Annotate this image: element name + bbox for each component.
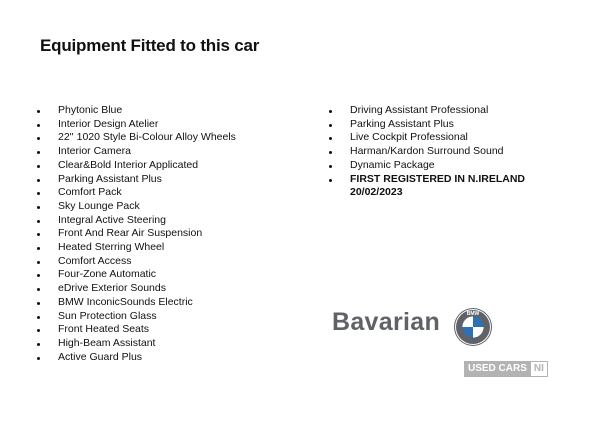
equipment-item xyxy=(36,310,286,324)
equipment-item-label: Parking Assistant Plus xyxy=(58,172,162,185)
bmw-logo-letters: BMW xyxy=(466,311,480,317)
equipment-item xyxy=(328,104,558,118)
equipment-item-label: FIRST REGISTERED IN N.IRELAND xyxy=(350,172,526,185)
bullet-icon xyxy=(37,233,40,236)
bullet-icon xyxy=(37,192,40,195)
equipment-item xyxy=(328,131,558,145)
equipment-item xyxy=(36,104,286,118)
equipment-item-label: Front And Rear Air Suspension xyxy=(58,227,203,240)
equipment-item xyxy=(36,131,286,145)
equipment-item-label: 22'' 1020 Style Bi-Colour Alloy Wheels xyxy=(58,131,236,144)
equipment-item-label: Phytonic Blue xyxy=(58,104,123,116)
registration-note xyxy=(328,173,558,187)
bullet-icon xyxy=(329,110,332,113)
equipment-item xyxy=(36,337,286,351)
used-cars-badge xyxy=(464,361,548,377)
bullet-icon xyxy=(37,206,40,209)
equipment-item-label: Comfort Pack xyxy=(58,186,122,199)
equipment-item xyxy=(36,351,286,365)
equipment-item-label: Sun Protection Glass xyxy=(58,309,157,322)
registration-date: 20/02/2023 xyxy=(350,186,403,199)
bullet-icon xyxy=(37,179,40,182)
equipment-item xyxy=(328,145,558,159)
equipment-item xyxy=(36,296,286,310)
page-title: Equipment Fitted to this car xyxy=(40,36,260,55)
equipment-item-label: eDrive Exterior Sounds xyxy=(58,282,166,295)
equipment-item-label: Clear&Bold Interior Applicated xyxy=(58,158,199,171)
equipment-item-label: Dynamic Package xyxy=(350,158,435,171)
bullet-icon xyxy=(37,343,40,346)
bullet-icon xyxy=(37,316,40,319)
bullet-icon xyxy=(37,124,40,127)
equipment-item-label: Four-Zone Automatic xyxy=(58,268,157,281)
equipment-item-label: Live Cockpit Professional xyxy=(350,131,468,144)
dealer-logo: Bavarian xyxy=(332,308,441,336)
equipment-item xyxy=(36,282,286,296)
bullet-icon xyxy=(37,329,40,332)
equipment-item-label: Front Heated Seats xyxy=(58,323,150,336)
bullet-icon xyxy=(37,151,40,154)
equipment-item xyxy=(36,200,286,214)
equipment-item xyxy=(36,159,286,173)
bullet-icon xyxy=(37,357,40,360)
equipment-item-label: Heated Sterring Wheel xyxy=(58,241,165,254)
bullet-icon xyxy=(37,247,40,250)
equipment-item xyxy=(36,241,286,255)
equipment-item-label: Sky Lounge Pack xyxy=(58,199,140,212)
equipment-list-left xyxy=(36,104,286,364)
used-cars-label: USED CARS xyxy=(464,361,531,377)
equipment-item xyxy=(36,173,286,187)
bullet-icon xyxy=(37,165,40,168)
equipment-item-label: Interior Camera xyxy=(58,145,131,158)
equipment-list-right xyxy=(328,104,558,200)
bullet-icon xyxy=(329,124,332,127)
bmw-logo-icon xyxy=(453,307,493,347)
bullet-icon xyxy=(329,137,332,140)
bullet-icon xyxy=(329,179,332,182)
equipment-item xyxy=(328,118,558,132)
equipment-item-label: Active Guard Plus xyxy=(58,350,143,363)
equipment-item xyxy=(36,118,286,132)
equipment-item-label: Integral Active Steering xyxy=(58,213,166,226)
equipment-item xyxy=(36,255,286,269)
region-label: NI xyxy=(531,361,548,377)
bullet-icon xyxy=(37,302,40,305)
bullet-icon xyxy=(37,220,40,223)
equipment-item xyxy=(36,227,286,241)
equipment-item xyxy=(36,323,286,337)
equipment-item xyxy=(328,159,558,173)
equipment-item-label: Harman/Kardon Surround Sound xyxy=(350,145,504,158)
equipment-item xyxy=(36,186,286,200)
bullet-icon xyxy=(37,274,40,277)
equipment-item xyxy=(36,214,286,228)
bullet-icon xyxy=(37,137,40,140)
equipment-item-label: Comfort Access xyxy=(58,254,132,267)
bullet-icon xyxy=(37,288,40,291)
equipment-item xyxy=(36,145,286,159)
bullet-icon xyxy=(37,261,40,264)
bullet-icon xyxy=(329,165,332,168)
equipment-item-label: High-Beam Assistant xyxy=(58,336,156,349)
bullet-icon xyxy=(329,151,332,154)
equipment-item xyxy=(36,268,286,282)
equipment-item-label: Parking Assistant Plus xyxy=(350,117,454,130)
equipment-item-label: BMW InconicSounds Electric xyxy=(58,295,193,308)
equipment-item-label: Interior Design Atelier xyxy=(58,117,159,130)
equipment-item-label: Driving Assistant Professional xyxy=(350,104,489,116)
bullet-icon xyxy=(37,110,40,113)
